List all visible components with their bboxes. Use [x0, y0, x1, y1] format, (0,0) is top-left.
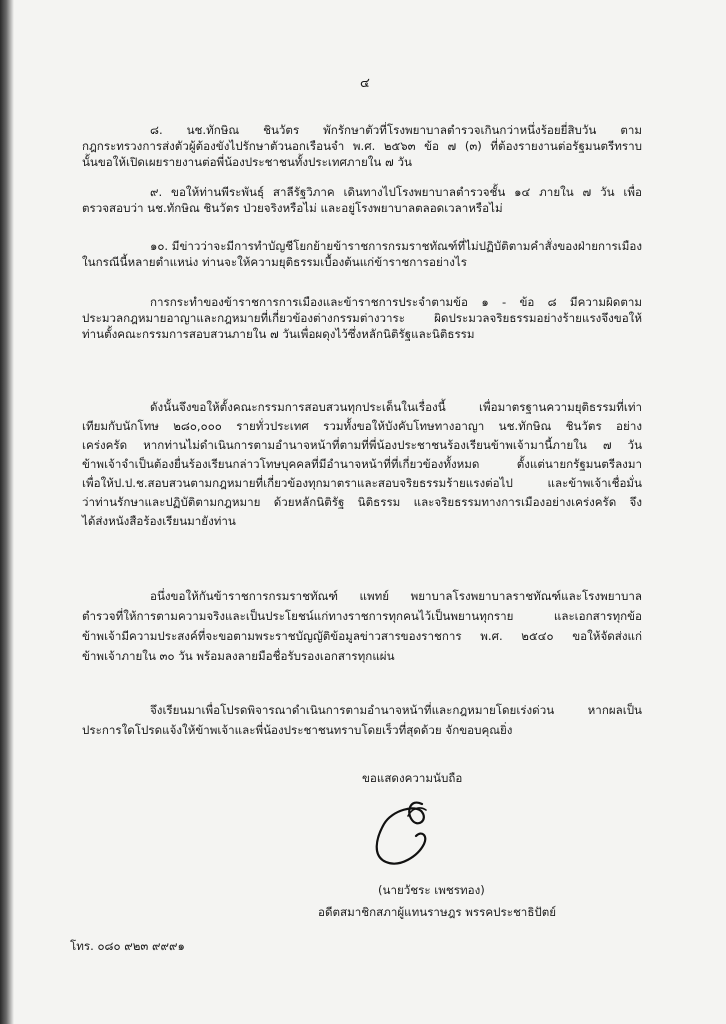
paragraph-line: เพื่อให้ป.ป.ช.สอบสวนตามกฎหมายที่เกี่ยวข้องทุกมาตราและสอบจริยธรรมร้ายแรงต่อไป และข้าพเจ้าเชื่อมั่น — [82, 476, 642, 490]
page-number: ๔ — [360, 76, 370, 91]
paragraph-line: ได้ส่งหนังสือร้องเรียนมายังท่าน — [82, 514, 236, 528]
paragraph-line: ประการใดโปรดแจ้งให้ข้าพเจ้าและพี่น้องประชาชนทราบโดยเร็วที่สุดด้วย จักขอบคุณยิ่ง — [82, 723, 513, 737]
paragraph-line: ในกรณีนี้หลายตำแหน่ง ท่านจะให้ความยุติธรรมเบื้องต้นแก่ข้าราชการอย่างไร — [82, 255, 467, 269]
phone-number: โทร. ๐๘๐ ๙๒๓ ๙๙๙๑ — [70, 939, 185, 953]
paragraph-line: นั้นขอให้เปิดเผยรายงานต่อพี่น้องประชาชนทั้งประเทศภายใน ๗ วัน — [82, 155, 412, 169]
paragraph-line: ว่าท่านรักษาและปฏิบัติตามกฎหมาย ด้วยหลักนิติรัฐ นิติธรรม และจริยธรรมทางการเมืองอย่างเคร่งครัด จึง — [82, 495, 642, 509]
paragraph-line: ข้าพเจ้าภายใน ๓๐ วัน พร้อมลงลายมือชื่อรับรองเอกสารทุกแผ่น — [82, 649, 395, 663]
handwritten-signature — [362, 790, 452, 870]
paragraph-line: ๙. ขอให้ท่านพีระพันธุ์ สาลีรัฐวิภาค เดินทางไปโรงพยาบาลตำรวจชั้น ๑๔ ภายใน ๗ วัน เพื่อ — [150, 185, 642, 199]
page-edge-shadow — [0, 0, 14, 1024]
paragraph-line: อนึ่งขอให้กันข้าราชการกรมราชทัณฑ์ แพทย์ พยาบาลโรงพยาบาลราชทัณฑ์และโรงพยาบาล — [150, 589, 642, 603]
paragraph-line: ดังนั้นจึงขอให้ตั้งคณะกรรมการสอบสวนทุกประเด็นในเรื่องนี้ เพื่อมาตรฐานความยุติธรรมที่เท่า — [150, 400, 642, 414]
paragraph-line: การกระทำของข้าราชการการเมืองและข้าราชการประจำตามข้อ ๑ - ข้อ ๘ มีความผิดตาม — [150, 295, 642, 309]
closing-regards: ขอแสดงความนับถือ — [362, 771, 463, 785]
paragraph-line: เทียมกับนักโทษ ๒๘๐,๐๐๐ รายทั่วประเทศ รวมทั้งขอให้บังคับโทษทางอาญา นช.ทักษิณ ชินวัตร อย่าง — [82, 419, 642, 433]
paragraph-request — [82, 586, 642, 666]
paragraph-line: กฎกระทรวงการส่งตัวผู้ต้องขังไปรักษาตัวนอกเรือนจำ พ.ศ. ๒๕๖๓ ข้อ ๗ (๓) ที่ต้องรายงานต่อรัฐมนตรีทราบ — [82, 139, 642, 153]
paragraph-line: ข้าพเจ้ามีความประสงค์ที่จะขอตามพระราชบัญญัติข้อมูลข่าวสารของราชการ พ.ศ. ๒๕๔๐ ขอให้จัดส่งแก่ — [82, 629, 642, 643]
paragraph-item-10 — [82, 238, 642, 270]
paragraph-closing — [82, 700, 642, 740]
paragraph-item-9 — [82, 184, 642, 216]
signatory-name: (นายวัชระ เพชรทอง) — [378, 883, 485, 897]
paragraph-therefore — [82, 398, 642, 531]
signatory-title: อดีตสมาชิกสภาผู้แทนราษฎร พรรคประชาธิปัตย์ — [318, 905, 557, 919]
paragraph-line: ท่านตั้งคณะกรรมการสอบสวนภายใน ๗ วันเพื่อผดุงไว้ซึ่งหลักนิติรัฐและนิติธรรม — [82, 327, 475, 341]
paragraph-line: ๑๐. มีข่าวว่าจะมีการทำบัญชีโยกย้ายข้าราชการกรมราชทัณฑ์ที่ไม่ปฏิบัติตามคำสั่งของฝ่ายการเมือง — [150, 239, 643, 253]
paragraph-line: ข้าพเจ้าจำเป็นต้องยื่นร้องเรียนกล่าวโทษบุคคลที่มีอำนาจหน้าที่ที่เกี่ยวข้องทั้งหมด ตั้งแต่นายกรัฐมนตรีลงมา — [82, 457, 642, 471]
paragraph-line: ประมวลกฎหมายอาญาและกฎหมายที่เกี่ยวข้องต่างกรรมต่างวาระ ผิดประมวลจริยธรรมอย่างร้ายแรงจึงขอให้ — [82, 311, 642, 325]
paragraph-actions — [82, 294, 642, 342]
paragraph-line: ตำรวจที่ให้การตามความจริงและเป็นประโยชน์แก่ทางราชการทุกคนไว้เป็นพยานทุกราย และเอกสารทุกข้อ — [82, 609, 642, 623]
paragraph-line: จึงเรียนมาเพื่อโปรดพิจารณาดำเนินการตามอำนาจหน้าที่และกฎหมายโดยเร่งด่วน หากผลเป็น — [150, 703, 642, 717]
paragraph-line: ตรวจสอบว่า นช.ทักษิณ ชินวัตร ป่วยจริงหรือไม่ และอยู่โรงพยาบาลตลอดเวลาหรือไม่ — [82, 201, 503, 215]
paragraph-item-8 — [82, 122, 642, 170]
paragraph-line: ๘. นช.ทักษิณ ชินวัตร พักรักษาตัวที่โรงพยาบาลตำรวจเกินกว่าหนึ่งร้อยยี่สิบวัน ตาม — [150, 123, 642, 137]
paragraph-line: เคร่งครัด หากท่านไม่ดำเนินการตามอำนาจหน้าที่ตามที่พี่น้องประชาชนร้องเรียนข้าพเจ้ามานี้ภายใน ๗ วัน — [82, 438, 642, 452]
